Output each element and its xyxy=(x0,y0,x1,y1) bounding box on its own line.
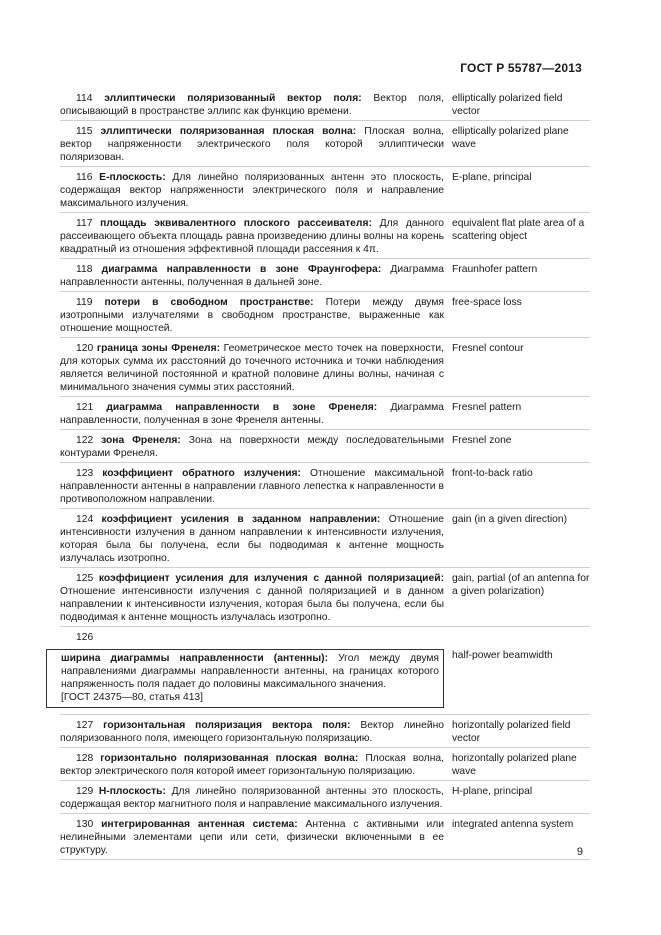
term-definition: Отношение интенсивности излучения с данной поляризацией и в данном направлении к интенсивности излучения, которая была бы получена, если бы подводимая к антенне мощность излучалась изотропно. xyxy=(60,586,444,623)
english-equivalent: front-to-back ratio xyxy=(452,468,533,479)
term-name: коэффициент усиления для излучения с данной поляризацией: xyxy=(98,573,444,584)
term-name: диаграмма направленности в зоне Фраунгофера: xyxy=(101,264,382,275)
english-equivalent: half-power beamwidth xyxy=(452,650,553,661)
english-equivalent: Fresnel contour xyxy=(452,343,524,354)
term-definition: Угол между двумя направлениями диаграммы направленности антенны, на границах которого напряженность поля падает до половины максимального значения. xyxy=(61,653,440,690)
term-name: Е-плоскость: xyxy=(99,172,166,183)
term-definition: Диаграмма направленности, полученная в зоне Френеля антенны. xyxy=(60,402,444,426)
term-entry-122 xyxy=(60,434,590,463)
english-equivalent: horizontally polarized field vector xyxy=(452,720,571,744)
term-definition-block xyxy=(60,467,444,506)
term-number: 125 xyxy=(76,573,94,584)
english-equivalent: elliptically polarized field vector xyxy=(452,93,563,117)
english-equivalent: equivalent flat plate area of a scattering object xyxy=(452,218,585,242)
term-name: диаграмма направленности в зоне Френеля: xyxy=(106,402,378,413)
term-definition: Отношение интенсивности излучения в данном направлении к интенсивности излучения, которая была бы получена, если бы подводимая к антенне мощность излучалась изотропно. xyxy=(60,514,445,564)
term-name: ширина диаграммы направленности (антенны): xyxy=(61,653,329,664)
english-equivalent: Fresnel zone xyxy=(452,435,512,446)
term-number: 118 xyxy=(76,264,93,275)
term-name: эллиптически поляризованная плоская волна: xyxy=(100,126,357,137)
term-definition: Отношение максимальной направленности антенны в направлении главного лепестка к направленности в противоположном направлении. xyxy=(60,468,445,505)
term-definition-block xyxy=(60,263,444,289)
term-number: 120 xyxy=(76,343,94,354)
boxed-definition xyxy=(60,631,444,714)
term-name: коэффициент обратного излучения: xyxy=(102,468,301,479)
term-entry-120 xyxy=(60,342,590,397)
term-number: 116 xyxy=(76,172,93,183)
term-definition: Плоская волна, вектор напряженности электрического поля которой эллиптически поляризован. xyxy=(60,126,444,163)
term-name: горизонтально поляризованная плоская волна: xyxy=(100,753,359,764)
term-number: 121 xyxy=(76,402,94,413)
term-definition: Для линейно поляризованных антенн это плоскость, содержащая вектор напряженности электрического поля и направление максимального излучения. xyxy=(60,172,444,209)
term-definition-block xyxy=(60,92,444,118)
term-definition: Вектор поля, описывающий в пространстве эллипс как функцию времени. xyxy=(60,93,444,117)
term-definition: Для линейно поляризованной антенны это плоскость, содержащая вектор магнитного поля и направление максимального излучения. xyxy=(60,786,444,810)
term-entry-124 xyxy=(60,513,590,568)
term-name: граница зоны Френеля: xyxy=(96,343,221,354)
english-equivalent: elliptically polarized plane wave xyxy=(452,126,569,150)
term-entry-119 xyxy=(60,296,590,338)
term-definition-block xyxy=(60,572,444,624)
english-equivalent: free-space loss xyxy=(452,297,522,308)
term-name: горизонтальная поляризация вектора поля: xyxy=(103,720,351,731)
term-name: эллиптически поляризованный вектор поля: xyxy=(104,93,362,104)
term-name: интегрированная антенная система: xyxy=(101,819,298,830)
english-equivalent: E-plane, principal xyxy=(452,172,532,183)
term-definition: Плоская волна, вектор электрического поля которой имеет горизонтальную поляризацию. xyxy=(60,753,444,777)
term-entry-115 xyxy=(60,125,590,167)
term-name: Н-плоскость: xyxy=(98,786,166,797)
term-entry-127 xyxy=(60,719,590,748)
term-number: 115 xyxy=(76,126,93,137)
term-number: 117 xyxy=(76,218,93,229)
term-definition-block xyxy=(60,719,444,745)
term-entry-128 xyxy=(60,752,590,781)
definition-box xyxy=(46,649,444,708)
term-definition: Диаграмма направленности антенны, полученная в дальней зоне. xyxy=(60,264,444,288)
term-number: 123 xyxy=(76,468,94,479)
term-entry-129 xyxy=(60,785,590,814)
term-definition-block xyxy=(60,342,444,394)
english-equivalent: integrated antenna system xyxy=(452,819,574,830)
source-reference: [ГОСТ 24375—80, статья 413] xyxy=(61,692,204,703)
page-number: 9 xyxy=(576,846,583,858)
term-entry-116 xyxy=(60,171,590,213)
term-number: 130 xyxy=(76,819,94,830)
term-definition-block xyxy=(60,818,444,857)
terms-list xyxy=(60,92,590,864)
english-equivalent: H-plane, principal xyxy=(452,786,533,797)
term-name: потери в свободном пространстве: xyxy=(104,297,314,308)
term-definition: Вектор линейно поляризованного поля, имеющего горизонтальную поляризацию. xyxy=(60,720,444,744)
term-definition: Антенна с активными или нелинейными элементами цепи или сети, физически включенными в ее структуру. xyxy=(60,819,444,856)
term-number: 129 xyxy=(76,786,94,797)
term-number: 126 xyxy=(76,632,94,643)
english-equivalent: horizontally polarized plane wave xyxy=(452,753,577,777)
term-definition: Геометрическое место точек на поверхности, для которых сумма их расстояний до точечного источника и точки наблюдения является величиной постоянной и кратной половине длины волны, начиная с минимального значения суммы этих расстояний. xyxy=(60,343,444,393)
term-definition-block xyxy=(60,401,444,427)
english-equivalent: gain (in a given direction) xyxy=(452,514,568,525)
term-entry-130 xyxy=(60,818,590,860)
terms-group-a xyxy=(60,92,590,627)
terms-group-b xyxy=(60,719,590,860)
term-definition-block xyxy=(60,785,444,811)
term-entry-121 xyxy=(60,401,590,430)
term-entry-125 xyxy=(60,572,590,627)
term-definition: Зона на поверхности между последовательными контурами Френеля. xyxy=(60,435,444,459)
term-definition-block xyxy=(60,125,444,164)
term-entry-114 xyxy=(60,92,590,121)
term-number: 128 xyxy=(76,753,94,764)
english-equivalent: gain, partial (of an antenna for a given polarization) xyxy=(452,573,590,597)
term-number: 127 xyxy=(76,720,94,731)
document-standard-number: ГОСТ Р 55787—2013 xyxy=(460,61,582,75)
term-definition-block xyxy=(60,513,444,565)
term-number: 124 xyxy=(76,514,94,525)
term-definition-block xyxy=(60,217,444,256)
term-definition-block xyxy=(60,296,444,335)
term-definition-block xyxy=(60,171,444,210)
term-definition-block xyxy=(60,752,444,778)
term-entry-117 xyxy=(60,217,590,259)
term-entry-123 xyxy=(60,467,590,509)
term-number: 122 xyxy=(76,435,94,446)
term-name: коэффициент усиления в заданном направлении: xyxy=(101,514,381,525)
term-definition: Для данного рассеивающего объекта площадь равна произведению длины волны на корень квадратный из отношения эффективной площади рассеяния к 4π. xyxy=(60,218,444,255)
english-equivalent: Fresnel pattern xyxy=(452,402,522,413)
term-entry-126 xyxy=(60,631,590,715)
term-definition-block xyxy=(60,434,444,460)
english-equivalent: Fraunhofer pattern xyxy=(452,264,538,275)
term-definition: Потери между двумя изотропными излучателями в свободном пространстве, выраженные как отношение мощностей. xyxy=(60,297,444,334)
term-number: 114 xyxy=(76,93,93,104)
term-name: зона Френеля: xyxy=(101,435,181,446)
term-name: площадь эквивалентного плоского рассеивателя: xyxy=(100,218,372,229)
term-number: 119 xyxy=(76,297,93,308)
term-entry-118 xyxy=(60,263,590,292)
